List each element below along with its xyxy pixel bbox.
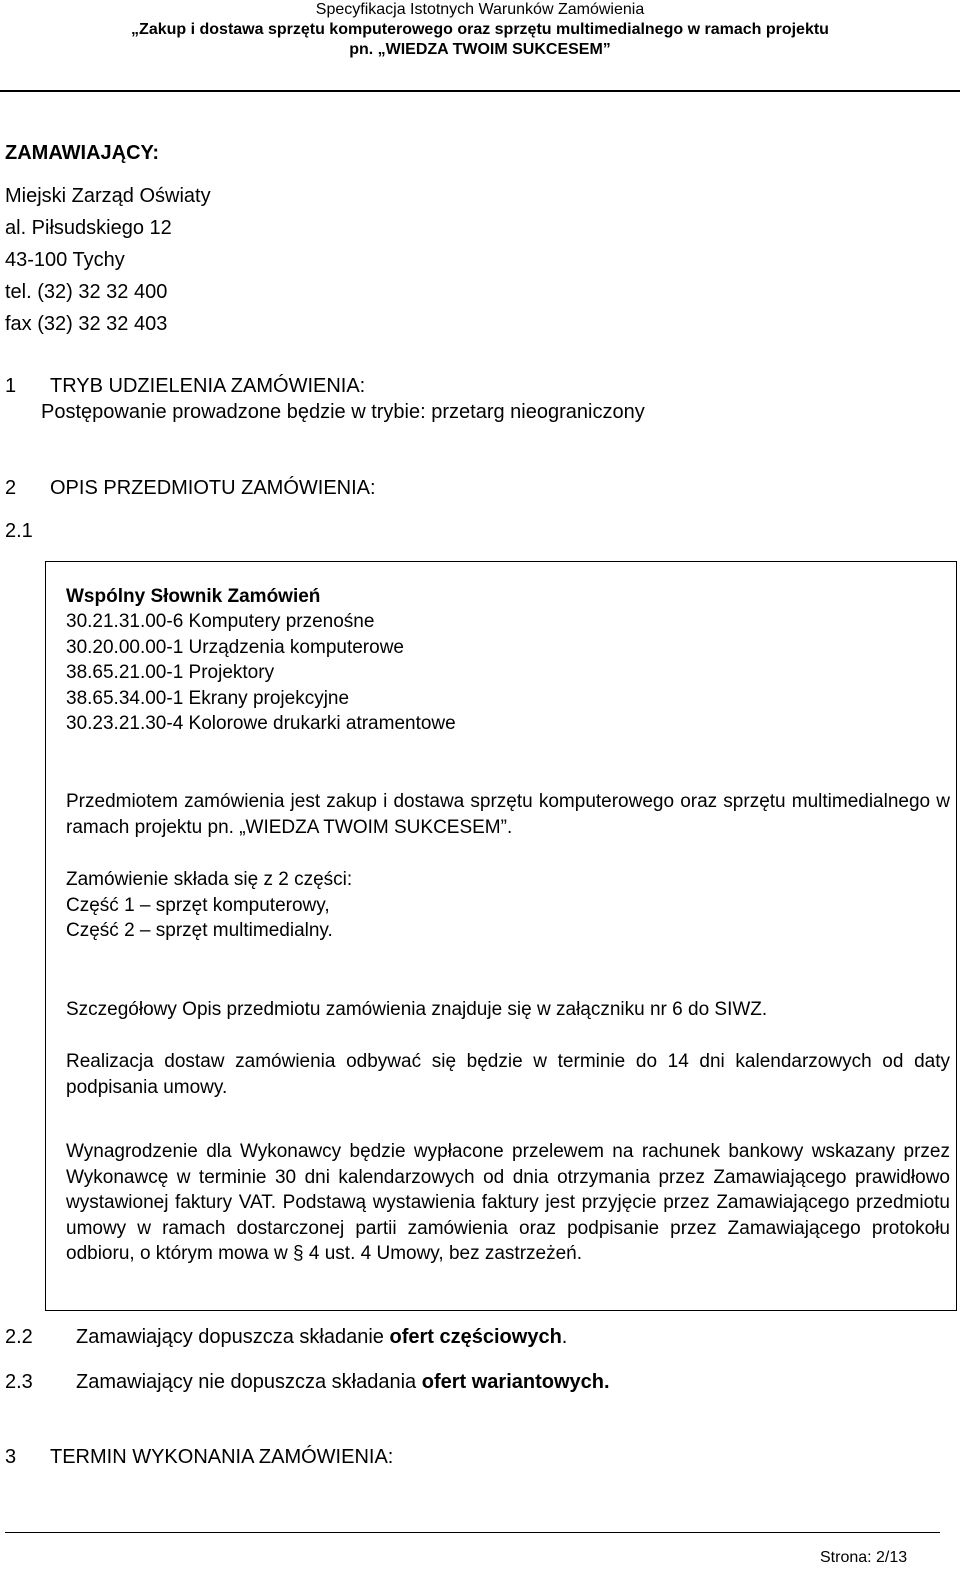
header-project: pn. „WIEDZA TWOIM SUKCESEM”: [349, 41, 611, 58]
zamawiajacy-heading: ZAMAWIAJĄCY:: [5, 142, 160, 164]
section2-1-number: 2.1: [5, 520, 33, 542]
cpv-item: 38.65.34.00-1 Ekrany projekcyjne: [66, 688, 350, 709]
section1-text: [41, 400, 645, 425]
page-number: Strona: 2/13: [820, 1549, 908, 1566]
zamawiajacy-phone: tel. (32) 32 32 400: [5, 281, 168, 303]
partial-offers-text: Zamawiający dopuszcza składanie: [76, 1326, 390, 1348]
part-2: Część 2 – sprzęt multimedialny.: [66, 920, 333, 941]
cpv-item: 30.20.00.00-1 Urządzenia komputerowe: [66, 637, 404, 658]
section3-title: TERMIN WYKONANIA ZAMÓWIENIA:: [50, 1446, 394, 1468]
payment-paragraph: Wynagrodzenie dla Wykonawcy będzie wypłacone przelewem na rachunek bankowy wskazany przez Wykonawcę w terminie 30 dni kalendarzowych od dnia otrzymania przez Zamawiającego prawidłowo wystawionej faktury VAT. Podstawą wystawienia faktury jest przyjęcie przez Zamawiającego przedmiotu umowy w ramach dostarczonej partii zamówienia oraz podpisanie przez Zamawiającego protokołu odbioru, o którym mowa w § 4 ust. 4 Umowy, bez zastrzeżeń.: [66, 1141, 950, 1265]
partial-offers-end: .: [561, 1326, 568, 1348]
section3-number: 3: [5, 1446, 17, 1468]
section2-2-text: [76, 1325, 567, 1350]
section1-text-prefix: Postępowanie prowadzone będzie w trybie:: [41, 401, 432, 423]
zamawiajacy-fax: fax (32) 32 32 403: [5, 313, 168, 335]
description-reference: Szczegółowy Opis przedmiotu zamówienia znajduje się w załączniku nr 6 do SIWZ.: [66, 999, 768, 1020]
variant-offers-term: ofert wariantowych.: [421, 1371, 610, 1393]
cpv-heading: Wspólny Słownik Zamówień: [66, 586, 321, 607]
zamawiajacy-city: 43-100 Tychy: [5, 249, 125, 271]
header-divider: [0, 90, 960, 92]
header-subject: „Zakup i dostawa sprzętu komputerowego oraz sprzętu multimedialnego w ramach projektu: [131, 21, 829, 38]
zamawiajacy-street: al. Piłsudskiego 12: [5, 217, 172, 239]
zamawiajacy-name: Miejski Zarząd Oświaty: [5, 185, 211, 207]
header-title: Specyfikacja Istotnych Warunków Zamówienia: [315, 1, 645, 18]
section2-number: 2: [5, 477, 17, 499]
parts-intro: Zamówienie składa się z 2 części:: [66, 869, 353, 890]
section2-3-number: 2.3: [5, 1371, 33, 1393]
section2-title: OPIS PRZEDMIOTU ZAMÓWIENIA:: [50, 477, 376, 499]
section1-title: TRYB UDZIELENIA ZAMÓWIENIA:: [50, 375, 366, 397]
delivery-paragraph: Realizacja dostaw zamówienia odbywać się będzie w terminie do 14 dni kalendarzowych od daty podpisania umowy.: [66, 1051, 950, 1098]
footer-divider: [5, 1532, 940, 1533]
cpv-item: 30.21.31.00-6 Komputery przenośne: [66, 611, 375, 632]
cpv-item: 30.23.21.30-4 Kolorowe drukarki atramentowe: [66, 713, 456, 734]
subject-paragraph: Przedmiotem zamówienia jest zakup i dostawa sprzętu komputerowego oraz sprzętu multimedialnego w ramach projektu pn. „WIEDZA TWOIM SUKCESEM”.: [66, 791, 950, 838]
section2-3-text: [76, 1370, 610, 1395]
section1-mode: przetarg nieograniczony: [431, 401, 645, 423]
section1-number: 1: [5, 375, 17, 397]
section2-2-number: 2.2: [5, 1326, 33, 1348]
variant-offers-text: Zamawiający nie dopuszcza składania: [76, 1371, 422, 1393]
cpv-item: 38.65.21.00-1 Projektory: [66, 662, 275, 683]
part-1: Część 1 – sprzęt komputerowy,: [66, 895, 330, 916]
partial-offers-term: ofert częściowych: [389, 1326, 562, 1348]
